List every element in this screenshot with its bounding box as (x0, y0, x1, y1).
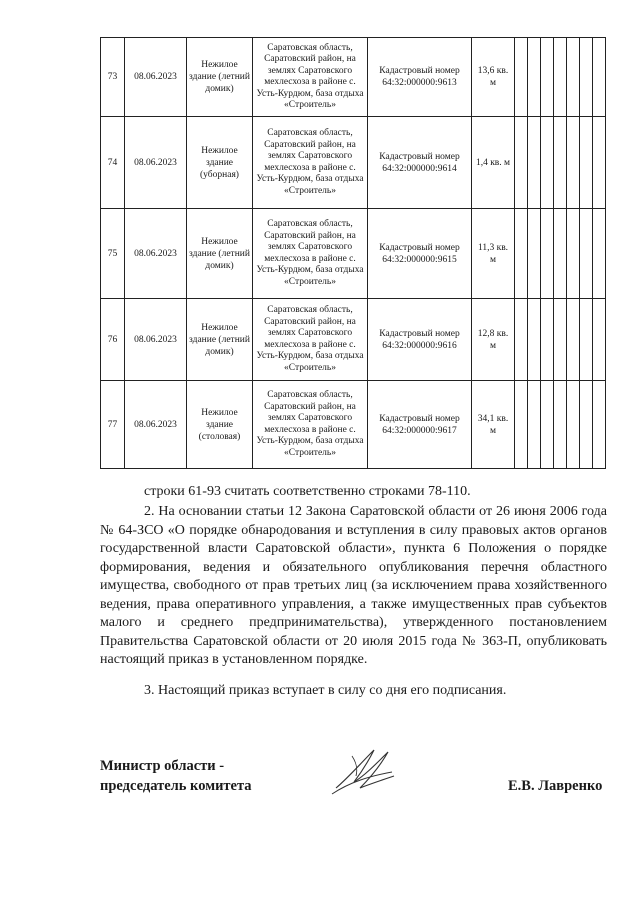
empty-cell (528, 299, 541, 381)
empty-cell (541, 299, 554, 381)
empty-cell (580, 209, 593, 299)
table-row (101, 299, 606, 381)
signatory-name: Е.В. Лавренко (508, 778, 603, 794)
empty-cell (515, 209, 528, 299)
empty-cell (554, 117, 567, 209)
empty-cell (541, 38, 554, 117)
empty-cell (593, 117, 606, 209)
cadastral-number: Кадастровый номер 64:32:000000:9617 (368, 381, 472, 469)
empty-cell (528, 209, 541, 299)
row-renumber-text: строки 61-93 считать соответственно строками 78-110. (144, 484, 471, 499)
object-name: Нежилое здание (летний домик) (187, 38, 253, 117)
cadastral-number: Кадастровый номер 64:32:000000:9616 (368, 299, 472, 381)
empty-cell (593, 38, 606, 117)
empty-cell (567, 299, 580, 381)
empty-cell (541, 209, 554, 299)
object-name: Нежилое здание (летний домик) (187, 209, 253, 299)
empty-cell (593, 381, 606, 469)
object-area: 13,6 кв. м (472, 38, 515, 117)
object-area: 34,1 кв. м (472, 381, 515, 469)
object-address: Саратовская область, Саратовский район, на землях Саратовского мехлесхоза в районе с. Усть-Курдюм, база отдыха «Строитель» (253, 117, 368, 209)
empty-cell (567, 209, 580, 299)
empty-cell (541, 381, 554, 469)
empty-cell (528, 38, 541, 117)
row-number: 74 (101, 117, 125, 209)
table-row (101, 209, 606, 299)
object-area: 12,8 кв. м (472, 299, 515, 381)
empty-cell (580, 117, 593, 209)
record-date: 08.06.2023 (125, 209, 187, 299)
empty-cell (593, 209, 606, 299)
object-name: Нежилое здание (уборная) (187, 117, 253, 209)
object-area: 11,3 кв. м (472, 209, 515, 299)
object-address: Саратовская область, Саратовский район, на землях Саратовского мехлесхоза в районе с. Усть-Курдюм, база отдыха «Строитель» (253, 299, 368, 381)
cadastral-number: Кадастровый номер 64:32:000000:9614 (368, 117, 472, 209)
record-date: 08.06.2023 (125, 38, 187, 117)
row-number: 76 (101, 299, 125, 381)
object-address: Саратовская область, Саратовский район, на землях Саратовского мехлесхоза в районе с. Усть-Курдюм, база отдыха «Строитель» (253, 209, 368, 299)
signatory-title (100, 756, 252, 796)
empty-cell (580, 38, 593, 117)
empty-cell (554, 209, 567, 299)
signatory-title-line-1: Министр области - (100, 758, 225, 774)
property-table (100, 37, 606, 469)
empty-cell (567, 381, 580, 469)
empty-cell (567, 38, 580, 117)
empty-cell (554, 381, 567, 469)
record-date: 08.06.2023 (125, 117, 187, 209)
object-address: Саратовская область, Саратовский район, на землях Саратовского мехлесхоза в районе с. Усть-Курдюм, база отдыха «Строитель» (253, 38, 368, 117)
empty-cell (554, 38, 567, 117)
cadastral-number: Кадастровый номер 64:32:000000:9613 (368, 38, 472, 117)
object-address: Саратовская область, Саратовский район, на землях Саратовского мехлесхоза в районе с. Усть-Курдюм, база отдыха «Строитель» (253, 381, 368, 469)
empty-cell (515, 299, 528, 381)
object-name: Нежилое здание (столовая) (187, 381, 253, 469)
record-date: 08.06.2023 (125, 299, 187, 381)
empty-cell (515, 38, 528, 117)
empty-cell (515, 381, 528, 469)
empty-cell (515, 117, 528, 209)
empty-cell (580, 299, 593, 381)
row-number: 73 (101, 38, 125, 117)
table-row (101, 38, 606, 117)
empty-cell (567, 117, 580, 209)
object-name: Нежилое здание (летний домик) (187, 299, 253, 381)
empty-cell (528, 381, 541, 469)
row-number: 75 (101, 209, 125, 299)
record-date: 08.06.2023 (125, 381, 187, 469)
table-row (101, 381, 606, 469)
handwritten-signature (330, 742, 400, 798)
empty-cell (528, 117, 541, 209)
empty-cell (593, 299, 606, 381)
empty-cell (541, 117, 554, 209)
empty-cell (554, 299, 567, 381)
signatory-title-line-2: председатель комитета (100, 778, 252, 794)
row-number: 77 (101, 381, 125, 469)
object-area: 1,4 кв. м (472, 117, 515, 209)
paragraph-point-3: 3. Настоящий приказ вступает в силу со дня его подписания. (144, 683, 507, 698)
empty-cell (580, 381, 593, 469)
cadastral-number: Кадастровый номер 64:32:000000:9615 (368, 209, 472, 299)
paragraph-point-2: 2. На основании статьи 12 Закона Саратовской области от 26 июня 2006 года № 64-ЗСО «О порядке обнародования и вступления в силу правовых актов органов государственной власти Саратовской области», пункта 6 Положения о порядке формирования, ведения и обязательного опубликования перечня областного имущества, свободного от прав третьих лиц (за исключением права хозяйственного ведения, права оперативного управления, а также имущественных прав субъектов малого и среднего предпринимательства), утвержденного постановлением Правительства Саратовской области от 20 июля 2015 года № 363-П, опубликовать настоящий приказ в установленном порядке. (100, 504, 607, 667)
table-row (101, 117, 606, 209)
